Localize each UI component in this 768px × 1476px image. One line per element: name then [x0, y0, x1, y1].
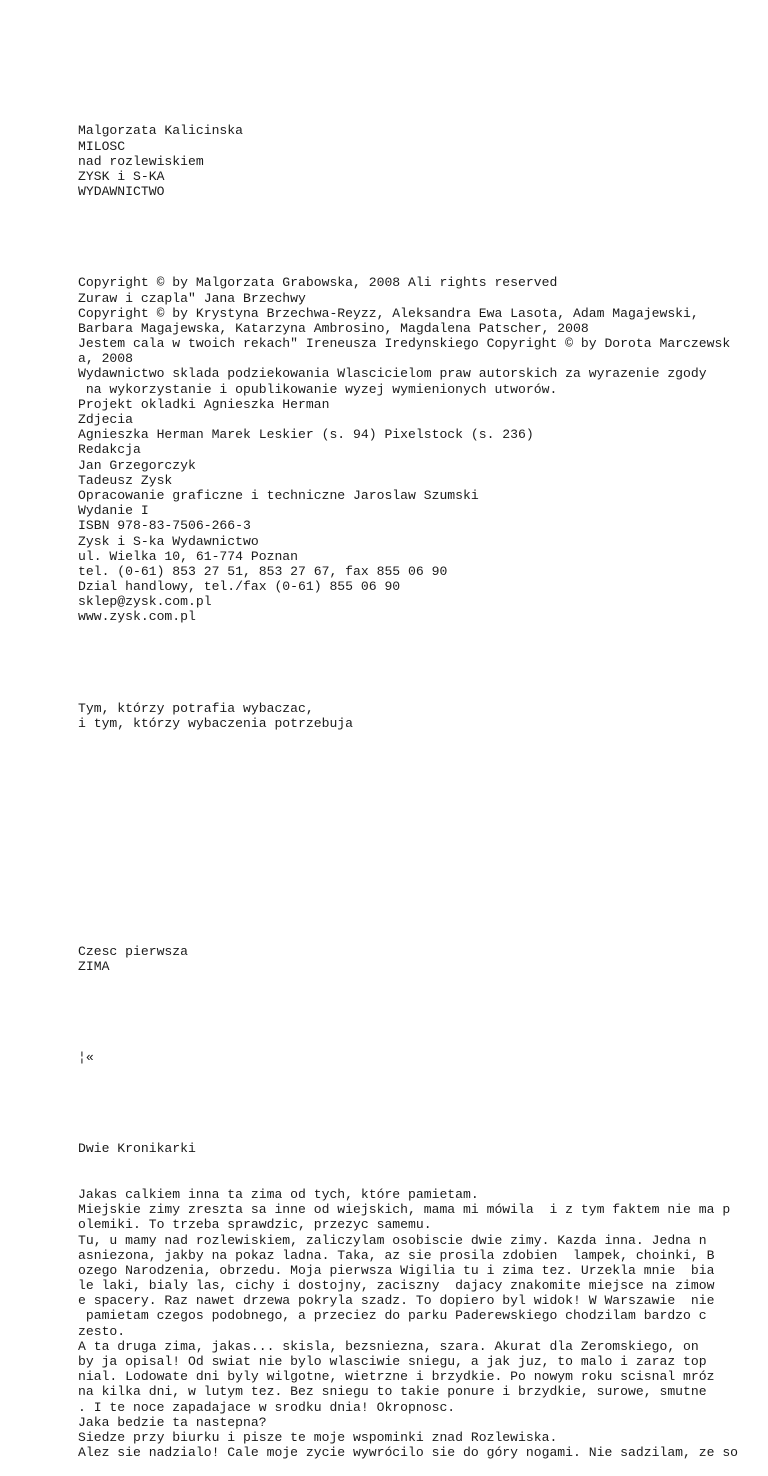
blank-line	[78, 230, 758, 245]
chapter-text-line: A ta druga zima, jakas... skisla, bezsniezna, szara. Akurat dla Zeromskiego, on	[78, 1338, 699, 1354]
blank-line	[78, 898, 758, 913]
blank-line	[78, 853, 758, 868]
chapter-text-line: Siedze przy biurku i pisze te moje wspominki znad Rozlewiska.	[78, 1429, 558, 1445]
copyright-line: Barbara Magajewska, Katarzyna Ambrosino, Magdalena Patscher, 2008	[78, 320, 589, 336]
copyright-line: Projekt okladki Agnieszka Herman	[78, 396, 330, 412]
chapter-text-line: na kilka dni, w lutym tez. Bez sniegu to takie ponure i brzydkie, surowe, smutne	[78, 1384, 707, 1400]
copyright-line: www.zysk.com.pl	[78, 609, 196, 625]
document-page	[78, 93, 758, 1476]
chapter-text-line: asniezona, jakby na pokaz ladna. Taka, az sie prosila zdobien lampek, choinki, B	[78, 1247, 715, 1263]
copyright-line: Zysk i S-ka Wydawnictwo	[78, 533, 259, 549]
copyright-line: Copyright © by Malgorzata Grabowska, 2008 Ali rights reserved	[78, 275, 558, 291]
title-line: MILOSC	[78, 138, 126, 154]
copyright-line: Wydawnictwo sklada podziekowania Wlascicielom praw autorskich za wyrazenie zgody	[78, 366, 707, 382]
blank-line	[78, 807, 758, 822]
copyright-line: Zuraw i czapla" Jana Brzechwy	[78, 290, 306, 306]
copyright-line: Dzial handlowy, tel./fax (0-61) 855 06 90	[78, 579, 401, 595]
dedication-line: i tym, którzy wybaczenia potrzebuja	[78, 715, 354, 731]
copyright-line: ul. Wielka 10, 61-774 Poznan	[78, 548, 299, 564]
chapter-text-line: Alez sie nadzialo! Cale moje zycie wywrócilo sie do góry nogami. Nie sadzilam, ze so	[78, 1445, 739, 1461]
copyright-line: Jan Grzegorczyk	[78, 457, 196, 473]
copyright-line: Zdjecia	[78, 412, 134, 428]
title-line: ZYSK i S-KA	[78, 168, 165, 184]
copyright-line: sklep@zysk.com.pl	[78, 594, 212, 610]
blank-line	[78, 1096, 758, 1111]
ornament: ¦«	[78, 1050, 94, 1066]
chapter-text-line: pamietam czegos podobnego, a przeciez do parku Paderewskiego chodzilam bardzo c	[78, 1308, 707, 1324]
chapter-text-line: Tu, u mamy nad rozlewiskiem, zaliczylam osobiscie dwie zimy. Kazda inna. Jedna n	[78, 1232, 707, 1248]
chapter-title: Dwie Kronikarki	[78, 1141, 196, 1157]
dedication	[78, 701, 758, 731]
chapter-text-line: e spacery. Raz nawet drzewa pokryla szadz. To dopiero byl widok! W Warszawie nie	[78, 1293, 715, 1309]
copyright-line: Opracowanie graficzne i techniczne Jaroslaw Szumski	[78, 487, 479, 503]
chapter-text-line: Jakas calkiem inna ta zima od tych, które pamietam.	[78, 1186, 479, 1202]
blank-line	[78, 655, 758, 670]
title-line: WYDAWNICTWO	[78, 184, 165, 200]
chapter-text-line: olemiki. To trzeba sprawdzic, przezyc samemu.	[78, 1217, 432, 1233]
copyright-line: ISBN 978-83-7506-266-3	[78, 518, 251, 534]
copyright-line: Tadeusz Zysk	[78, 472, 173, 488]
dedication-line: Tym, którzy potrafia wybaczac,	[78, 700, 314, 716]
copyright-line: na wykorzystanie i opublikowanie wyzej wymienionych utworów.	[78, 381, 558, 397]
copyright-block	[78, 275, 758, 624]
chapter-text-line: ozego Narodzenia, obrzedu. Moja pierwsza Wigilia tu i zima tez. Urzekla mnie bia	[78, 1262, 715, 1278]
title-line: Malgorzata Kalicinska	[78, 123, 244, 139]
chapter-text-line: Jaka bedzie ta nastepna?	[78, 1414, 267, 1430]
chapter-text	[78, 1187, 758, 1460]
part-heading	[78, 944, 758, 974]
title-block	[78, 123, 758, 199]
title-line: nad rozlewiskiem	[78, 153, 204, 169]
blank-line	[78, 1005, 758, 1020]
chapter-text-line: le laki, bialy las, cichy i dostojny, zaciszny dajacy znakomite miejsce na zimow	[78, 1278, 715, 1294]
copyright-line: Redakcja	[78, 442, 141, 458]
copyright-line: Jestem cala w twoich rekach" Ireneusza Iredynskiego Copyright © by Dorota Marczewsk	[78, 336, 731, 352]
blank-line	[78, 761, 758, 776]
copyright-line: a, 2008	[78, 351, 134, 367]
chapter-text-line: zesto.	[78, 1323, 126, 1339]
part-heading-line: ZIMA	[78, 959, 110, 974]
chapter-text-line: nial. Lodowate dni byly wilgotne, wietrzne i brzydkie. Po nowym roku scisnal mróz	[78, 1369, 715, 1385]
copyright-line: tel. (0-61) 853 27 51, 853 27 67, fax 855 06 90	[78, 563, 448, 579]
part-heading-line: Czesc pierwsza	[78, 943, 189, 959]
copyright-line: Copyright © by Krystyna Brzechwa-Reyzz, Aleksandra Ewa Lasota, Adam Magajewski,	[78, 305, 699, 321]
chapter-text-line: . I te noce zapadajace w srodku dnia! Okropnosc.	[78, 1399, 456, 1415]
chapter-text-line: by ja opisal! Od swiat nie bylo wlasciwie sniegu, a jak juz, to malo i zaraz top	[78, 1354, 707, 1370]
copyright-line: Agnieszka Herman Marek Leskier (s. 94) Pixelstock (s. 236)	[78, 427, 534, 443]
chapter-text-line: Miejskie zimy zreszta sa inne od wiejskich, mama mi mówila i z tym faktem nie ma p	[78, 1202, 731, 1218]
copyright-line: Wydanie I	[78, 503, 149, 519]
